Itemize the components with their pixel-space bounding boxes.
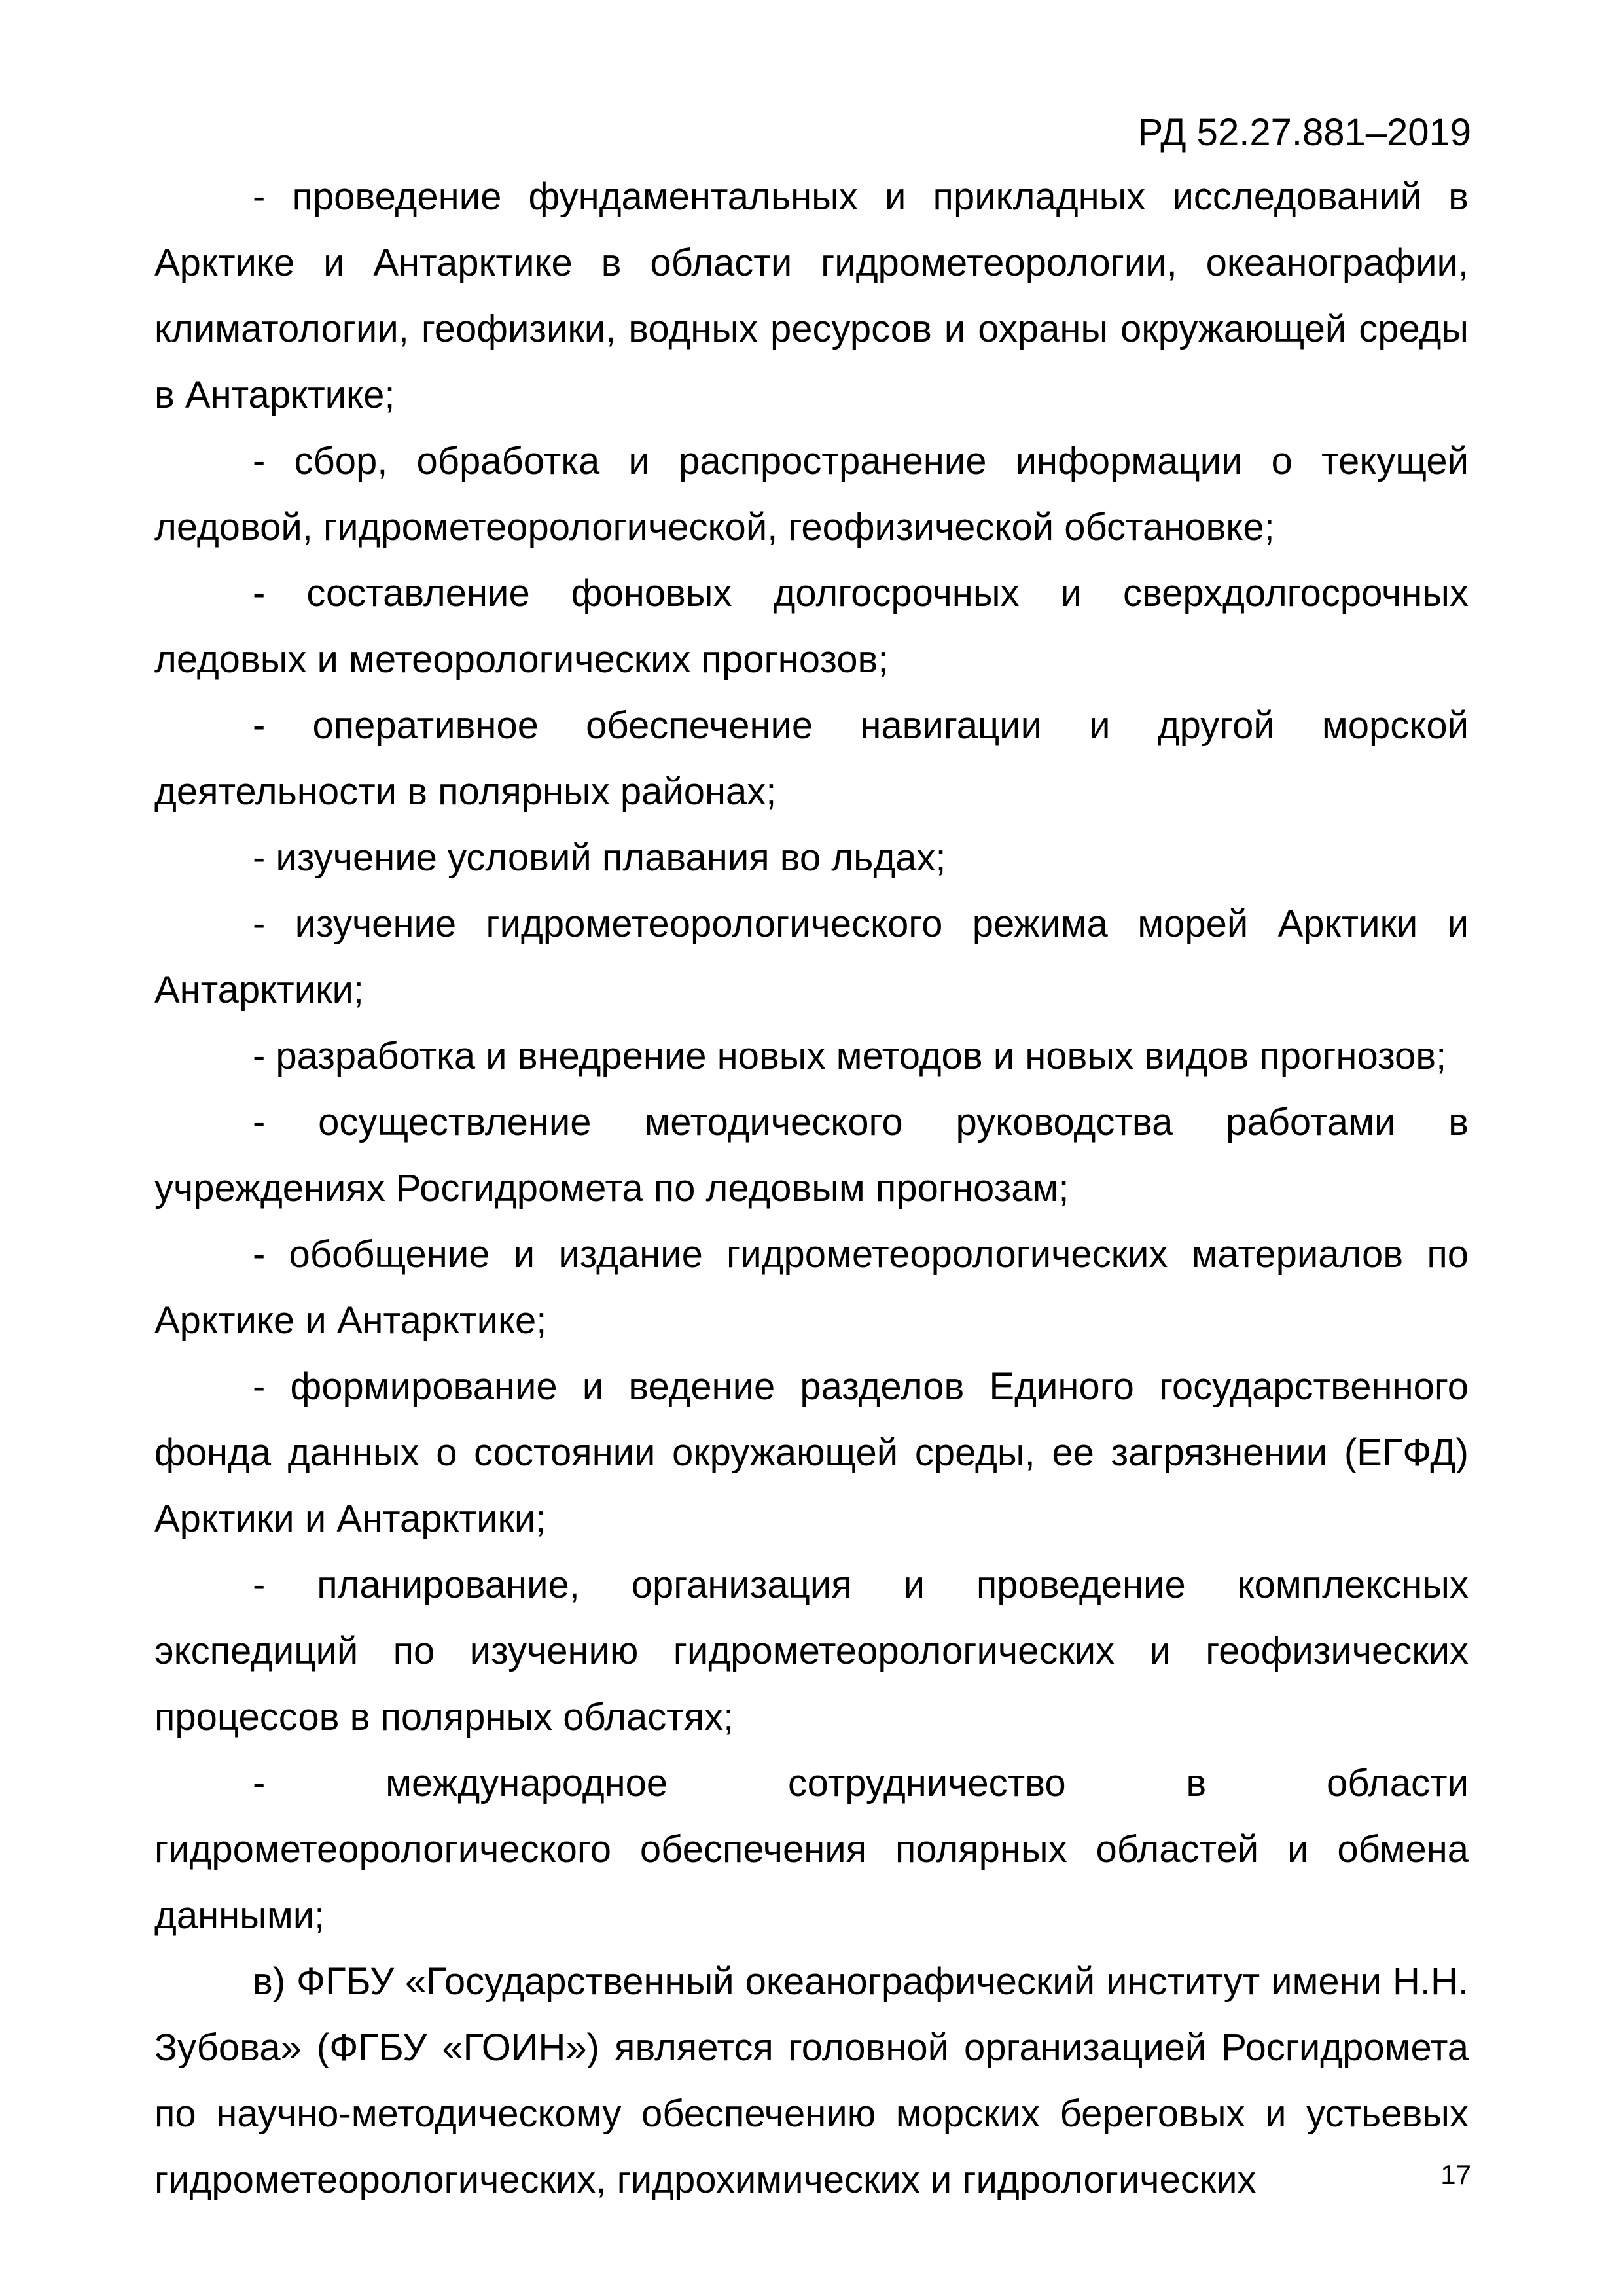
paragraph: - изучение гидрометеорологического режима морей Арктики и Антарктики; xyxy=(154,903,1469,1011)
paragraph: - формирование и ведение разделов Единого государственного фонда данных о состоянии окружающей среды, ее загрязнении (ЕГФД) Арктики и Антарктики; xyxy=(154,1365,1469,1540)
paragraph: - изучение условий плавания во льдах; xyxy=(253,836,946,879)
paragraph: - планирование, организация и проведение комплексных экспедиций по изучению гидрометеорологических и геофизических процессов в полярных областях; xyxy=(154,1564,1469,1738)
paragraph: в) ФГБУ «Государственный океанографический институт имени Н.Н. Зубова» (ФГБУ «ГОИН») является головной организацией Росгидромета по научно-методическому обеспечению морских береговых и устьевых гидрометеорологических, гидрохимических и гидрологических xyxy=(154,1960,1469,2201)
document-body xyxy=(154,164,1469,2213)
document-code: РД 52.27.881–2019 xyxy=(1137,111,1471,154)
paragraph: - оперативное обеспечение навигации и другой морской деятельности в полярных районах; xyxy=(154,704,1469,813)
paragraph: - сбор, обработка и распространение информации о текущей ледовой, гидрометеорологической, геофизической обстановке; xyxy=(154,440,1469,548)
paragraph: - осуществление методического руководства работами в учреждениях Росгидромета по ледовым прогнозам; xyxy=(154,1101,1469,1210)
paragraph: - разработка и внедрение новых методов и новых видов прогнозов; xyxy=(253,1035,1447,1077)
paragraph: - обобщение и издание гидрометеорологических материалов по Арктике и Антарктике; xyxy=(154,1233,1469,1342)
paragraph: - проведение фундаментальных и прикладных исследований в Арктике и Антарктике в области гидрометеорологии, океанографии, климатологии, геофизики, водных ресурсов и охраны окружающей среды в Антарктике; xyxy=(154,175,1469,416)
paragraph: - составление фоновых долгосрочных и сверхдолгосрочных ледовых и метеорологических прогнозов; xyxy=(154,572,1469,681)
page-number: 17 xyxy=(1440,2159,1471,2190)
paragraph: - международное сотрудничество в области гидрометеорологического обеспечения полярных областей и обмена данными; xyxy=(154,1762,1469,1937)
